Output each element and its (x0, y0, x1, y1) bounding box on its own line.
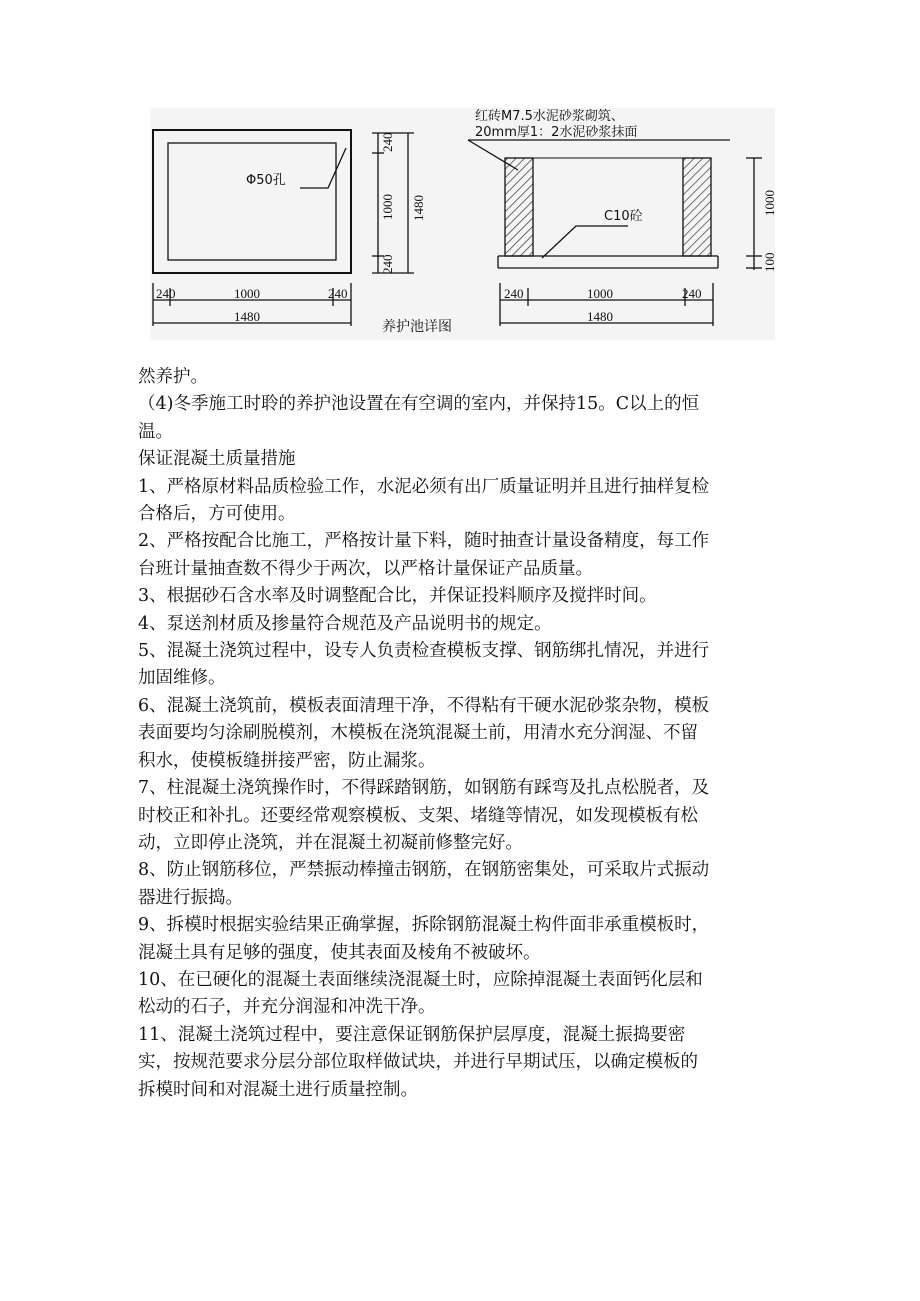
hole-leader-line (300, 148, 346, 188)
section-heading: 保证混凝土质量措施 (138, 449, 296, 470)
section-dim-inner-1000: 1000 (587, 286, 613, 301)
list-item-7: 7、柱混凝土浇筑操作时，不得踩踏钢筋，如钢筋有踩弯及扎点松脱者，及 时校正和补扎。还要经常观察模板、支架、堵缝等情况，如发现模板有松 动，立即停止浇筑，并在混凝土初凝前修整完好。 (138, 778, 710, 853)
hole-label: Φ50孔 (246, 173, 286, 188)
section-dim-height-1000: 1000 (762, 190, 777, 216)
section-dim-right-240: 240 (682, 286, 702, 301)
curing-pool-detail-drawing (150, 108, 775, 340)
list-item-3: 3、根据砂石含水率及时调整配合比，并保证投料顺序及搅拌时间。 (138, 586, 657, 607)
plan-dim-inner-1000: 1000 (380, 194, 395, 220)
plan-dim-top-240: 240 (380, 132, 395, 152)
list-item-8: 8、防止钢筋移位，严禁振动棒撞击钢筋，在钢筋密集处，可采取片式振动 器进行振捣。 (138, 860, 710, 908)
figure-caption: 养护池详图 (382, 319, 452, 335)
section-right-wall (683, 158, 711, 256)
list-item-9: 9、拆模时根据实验结果正确掌握，拆除钢筋混凝土构件面非承重模板时， 混凝土具有足够的强度，使其表面及棱角不被破坏。 (138, 915, 710, 963)
list-item-5: 5、混凝土浇筑过程中，设专人负责检查模板支撑、钢筋绑扎情况，并进行 加固维修。 (138, 641, 710, 689)
slab-label: C10砼 (604, 209, 643, 224)
list-item-1: 1、严格原材料品质检验工作，水泥必须有出厂质量证明并且进行抽样复检 合格后，方可使用。 (138, 476, 710, 525)
wall-note-line2: 20mm厚1：2水泥砂浆抹面 (475, 125, 638, 140)
plan-outer-wall (153, 130, 351, 273)
wall-note-line1: 红砖M7.5水泥砂浆砌筑、 (475, 109, 624, 124)
section-dim-slab-100: 100 (762, 252, 777, 272)
document-body (138, 364, 798, 1104)
section-dim-left-240: 240 (504, 286, 524, 301)
wall-note-leader (468, 140, 518, 170)
plan-dim-left-240: 240 (156, 286, 176, 301)
list-item-6: 6、混凝土浇筑前，模板表面清理干净，不得粘有干硬水泥砂浆杂物，模板 表面要均匀涂刷脱模剂，木模板在浇筑混凝土前，用清水充分润湿、不留 积水，使模板缝拼接严密，防止漏浆。 (138, 695, 710, 771)
plan-dim-inner-width-1000: 1000 (234, 286, 260, 301)
plan-dim-bottom-240: 240 (380, 254, 395, 274)
list-item-4: 4、泵送剂材质及掺量符合规范及产品说明书的规定。 (138, 613, 552, 634)
plan-dim-total-1480: 1480 (411, 195, 426, 221)
plan-dim-width-1480: 1480 (234, 309, 260, 324)
plan-dim-right-240: 240 (328, 286, 348, 301)
list-item-11: 11、混凝土浇筑过程中，要注意保证钢筋保护层厚度，混凝土振捣要密 实，按规范要求分层分部位取样做试块，并进行早期试压，以确定模板的 拆模时间和对混凝土进行质量控制。 (138, 1024, 698, 1100)
plan-inner-wall (168, 143, 336, 260)
paragraph-continuation: 然养护。 (138, 367, 208, 387)
paragraph-winter-curing: （4)冬季施工时聆的养护池设置在有空调的室内，并保持15。C以上的恒 温。 (138, 394, 700, 442)
list-item-10: 10、在已硬化的混凝土表面继续浇混凝土时，应除掉混凝土表面钙化层和 松动的石子，并充分润湿和冲洗干净。 (138, 969, 703, 1018)
slab-leader-line (542, 226, 628, 258)
section-dim-width-1480: 1480 (587, 309, 613, 324)
list-item-2: 2、严格按配合比施工，严格按计量下料，随时抽查计量设备精度，每工作 台班计量抽查数不得少于两次，以严格计量保证产品质量。 (138, 531, 710, 579)
section-left-wall (505, 158, 533, 256)
